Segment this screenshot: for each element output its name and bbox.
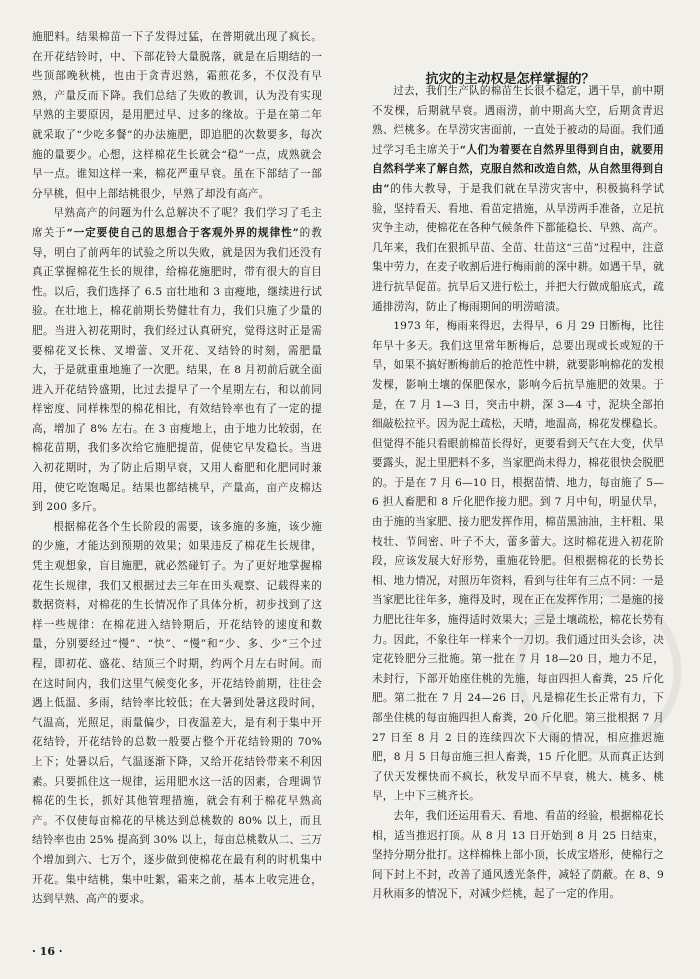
paragraph-growth-stages: 根据棉花各个生长阶段的需要，该多施的多施，该少施的少施，才能达到预期的效果；如果违反了棉花生长规律，凭主观想象，盲目施肥，就必然碰钉子。为了更好地掌握棉花生长规律，我们又根据过去三年在田头观察、记载得来的数据资料，对棉花的生长情况作了具体分析，初步找到了这样一些规律：在棉花进入结铃期后，开花结铃的速度和数量，分别要经过“慢”、“快”、“慢”和“少、多、少”三个过程，即初花、盛花、结顶三个时期，约两个月左右时间。而在这时间内，我们这里气候变化多，开花结铃前期，往往会遇上低温、多雨，结铃率比较低；在大暑到处暑这段时间，气温高，光照足，雨量偏少，日夜温差大，是有利于集中开花结铃，开花结铃的总数一般要占整个开花结铃期的 70% 上下；处暑以后，气温逐渐下降，又给开花结铃带来不利因素。只要抓住这一规律，运用肥水这一活的因素，合理调节棉花的生长，抓好其他管理措施，就会有利于棉花早熟高产。不仅使每亩棉花的早桃达到总桃数的 80% 以上，而且结铃率也由 25% 提高到 30% 以上，每亩总桃数从二、三万个增加到六、七万个，逐步做到使棉花在最有利的时机集中开花。集中结桃，集中吐絮，霜来之前，基本上收完进仓，达到早熟、高产的要求。 xyxy=(32,520,322,906)
paragraph-fertilizer-rules xyxy=(32,204,322,518)
left-column xyxy=(32,28,322,910)
paragraph-topping: 去年，我们还运用看天、看地、看苗的经验，根据棉花长相，适当推迟打顶。从 8 月 13 日开始到 8 月 25 日结束，坚持分期分批打。这样棉株上部小顶，长成宝塔形，使棉行之间下封上不封，改善了通风透光条件，减轻了荫蔽。在 8、9 月秋雨多的情况下，对减少烂桃，起了一定的作用。 xyxy=(372,809,664,901)
paragraph-text: 过去，我们生产队的棉苗生长很不稳定，遇干旱，前中期不发棵，后期就早衰。遇雨涝，前中期高大空，后期贪青迟熟、烂桃多。在旱涝灾害面前，一直处于被动的局面。我们通过学习毛主席关于 xyxy=(372,85,664,156)
paragraph-text: 的伟大教导，于是我们就在旱涝灾害中，积极搞科学试验，坚持看天、看地、看苗定措施，从旱涝两手准备，立足抗灾争主动，使棉花在各种气候条件下都能稳长、早熟、高产。几年来，我们在狠抓早苗、全苗、壮苗这“三苗”过程中，注意集中劳力，在麦子收割后进行梅雨前的深中耕。如遇干旱，就进行抗旱促苗。抗旱后又进行松土，并把大行做成船底式，疏通排涝沟，防止了梅雨期间的明涝暗渍。 xyxy=(372,182,664,313)
page-number: · 16 · xyxy=(32,945,63,958)
article-title: 抗灾的主动权是怎样掌握的？ xyxy=(425,72,595,87)
paragraph-text: 早熟高产的问题为什么总解决不了呢？我们学习了毛主席关于 xyxy=(32,207,322,239)
paragraph-continued: 施肥料。结果棉苗一下子发得过猛，在普期就出现了疯长。在开花结铃时，中、下部花铃大量脱落，就是在后期结的一些顶部晚秋桃，也由于贪青迟熟，霜煎花多，不仅没有早熟，产量反而下降。我们总结了失败的教训，认为没有实现早熟的主要原因，是用肥过早、过多的缘故。于是在第二年就采取了“少吃多餐”的办法施肥，即追肥的次数要多，每次施的量要少。心想，这样棉花生长就会“稳”一点，成熟就会早一点。谁知这样一来，棉花严重早衰。虽在下部结了一部分早桃，但中上部结桃很少，早熟了却没有高产。 xyxy=(32,31,322,200)
paragraph-1973: 1973 年，梅雨来得迟，去得早，6 月 29 日断梅，比往年早十多天。我们这里常年断梅后，总要出现或长或短的干旱，如果不搞好断梅前后的抢范性中耕，就要影响棉花的发根发棵，影响土壤的保肥保水，影响今后抗旱施肥的效果。于是，在 7 月 1—3 日，突击中耕，深 3—4 寸，泥块全部拍细敲松拉平。因为泥土疏松，天晴，地温高，棉花发棵稳长。但觉得不能只看眼前棉苗长得好，更要看到天气在大变，伏旱要露头，泥土里肥料不多，当家肥尚未得力，棉花很快会脱肥的。于是在 7 月 6—10 日，根据苗情、地力，每亩施了 5—6 担人畜肥和 8 斤化肥作接力肥。到 7 月中旬，明显伏旱，由于施的当家肥、接力肥发挥作用，棉苗黑油油，主杆粗、果枝壮、节间密、叶子不大，蕾多蕾大。这时棉花进入初花阶段，应该发展大好形势，重施花铃肥。但根据棉花的长势长相、地力情况，对照历年资料，看到与往年有三点不同：一是当家肥比往年多，施得及时，现在正在发挥作用；二是施的接力肥比往年多，施得适时效果大；三是土壤疏松，棉花长势有力。因此，不象往年一样来个一刀切。我们通过田头会诊，决定花铃肥分三批施。第一批在 7 月 18—20 日，地力不足，未封行，下部开始座住桃的先施，每亩四担人畜粪，25 斤化肥。第二批在 7 月 24—26 日，凡是棉花生长正常有力，下部坐住桃的每亩施四担人畜粪，20 斤化肥。第三批根据 7 月 27 日至 8 月 2 日的连续四次下大雨的情况，相应推迟施肥，8 月 5 日每亩施三担人畜粪，15 斤化肥。从而真正达到了伏天发棵快而不疯长，秋发早而不早衰，桃大、桃多、桃早，上中下三桃齐长。 xyxy=(372,320,664,803)
right-column xyxy=(372,82,664,905)
quote-bold: “一定要使自己的思想合于客观外界的规律性” xyxy=(66,226,299,239)
quote-bold: “人们为着要在自然界里得到自由，就要用自然科学来了解自然，克服自然和改造自然，从自然里得到自由” xyxy=(372,143,664,195)
paragraph-text: 的教导，明白了前两年的试验之所以失败，就是因为我们还没有真正掌握棉花生长的规律，给棉花施肥时，带有很大的盲目性。以后，我们选择了 6.5 亩壮地和 3 亩瘦地，继续进行试验。在壮地上，棉花前期长势健壮有力，我们只施了少量的肥。当进入初花期时，我们经过认真研究，觉得这时正是需要棉花叉长株、叉增蕾、叉开花、叉结铃的时刻，需肥量大，于是就重重地施了一次肥。结果，在 8 月初前后就全面进入开花结铃盛期，比过去提早了一个星期左右，和以前同样密度、同样株型的棉花相比，有效结铃率也有了一定的提高，增加了 8% 左右。在 3 亩瘦地上，由于地力比较弱，在棉花苗期，我们多次给它施肥提苗，促使它早发稳长。当进入初花期时，为了防止后期早衰，又用人畜肥和化肥同时兼用，使它吃饱喝足。结果也都结桃早，产量高，亩产皮棉达到 200 多斤。 xyxy=(32,226,322,514)
paragraph-intro xyxy=(372,82,664,317)
